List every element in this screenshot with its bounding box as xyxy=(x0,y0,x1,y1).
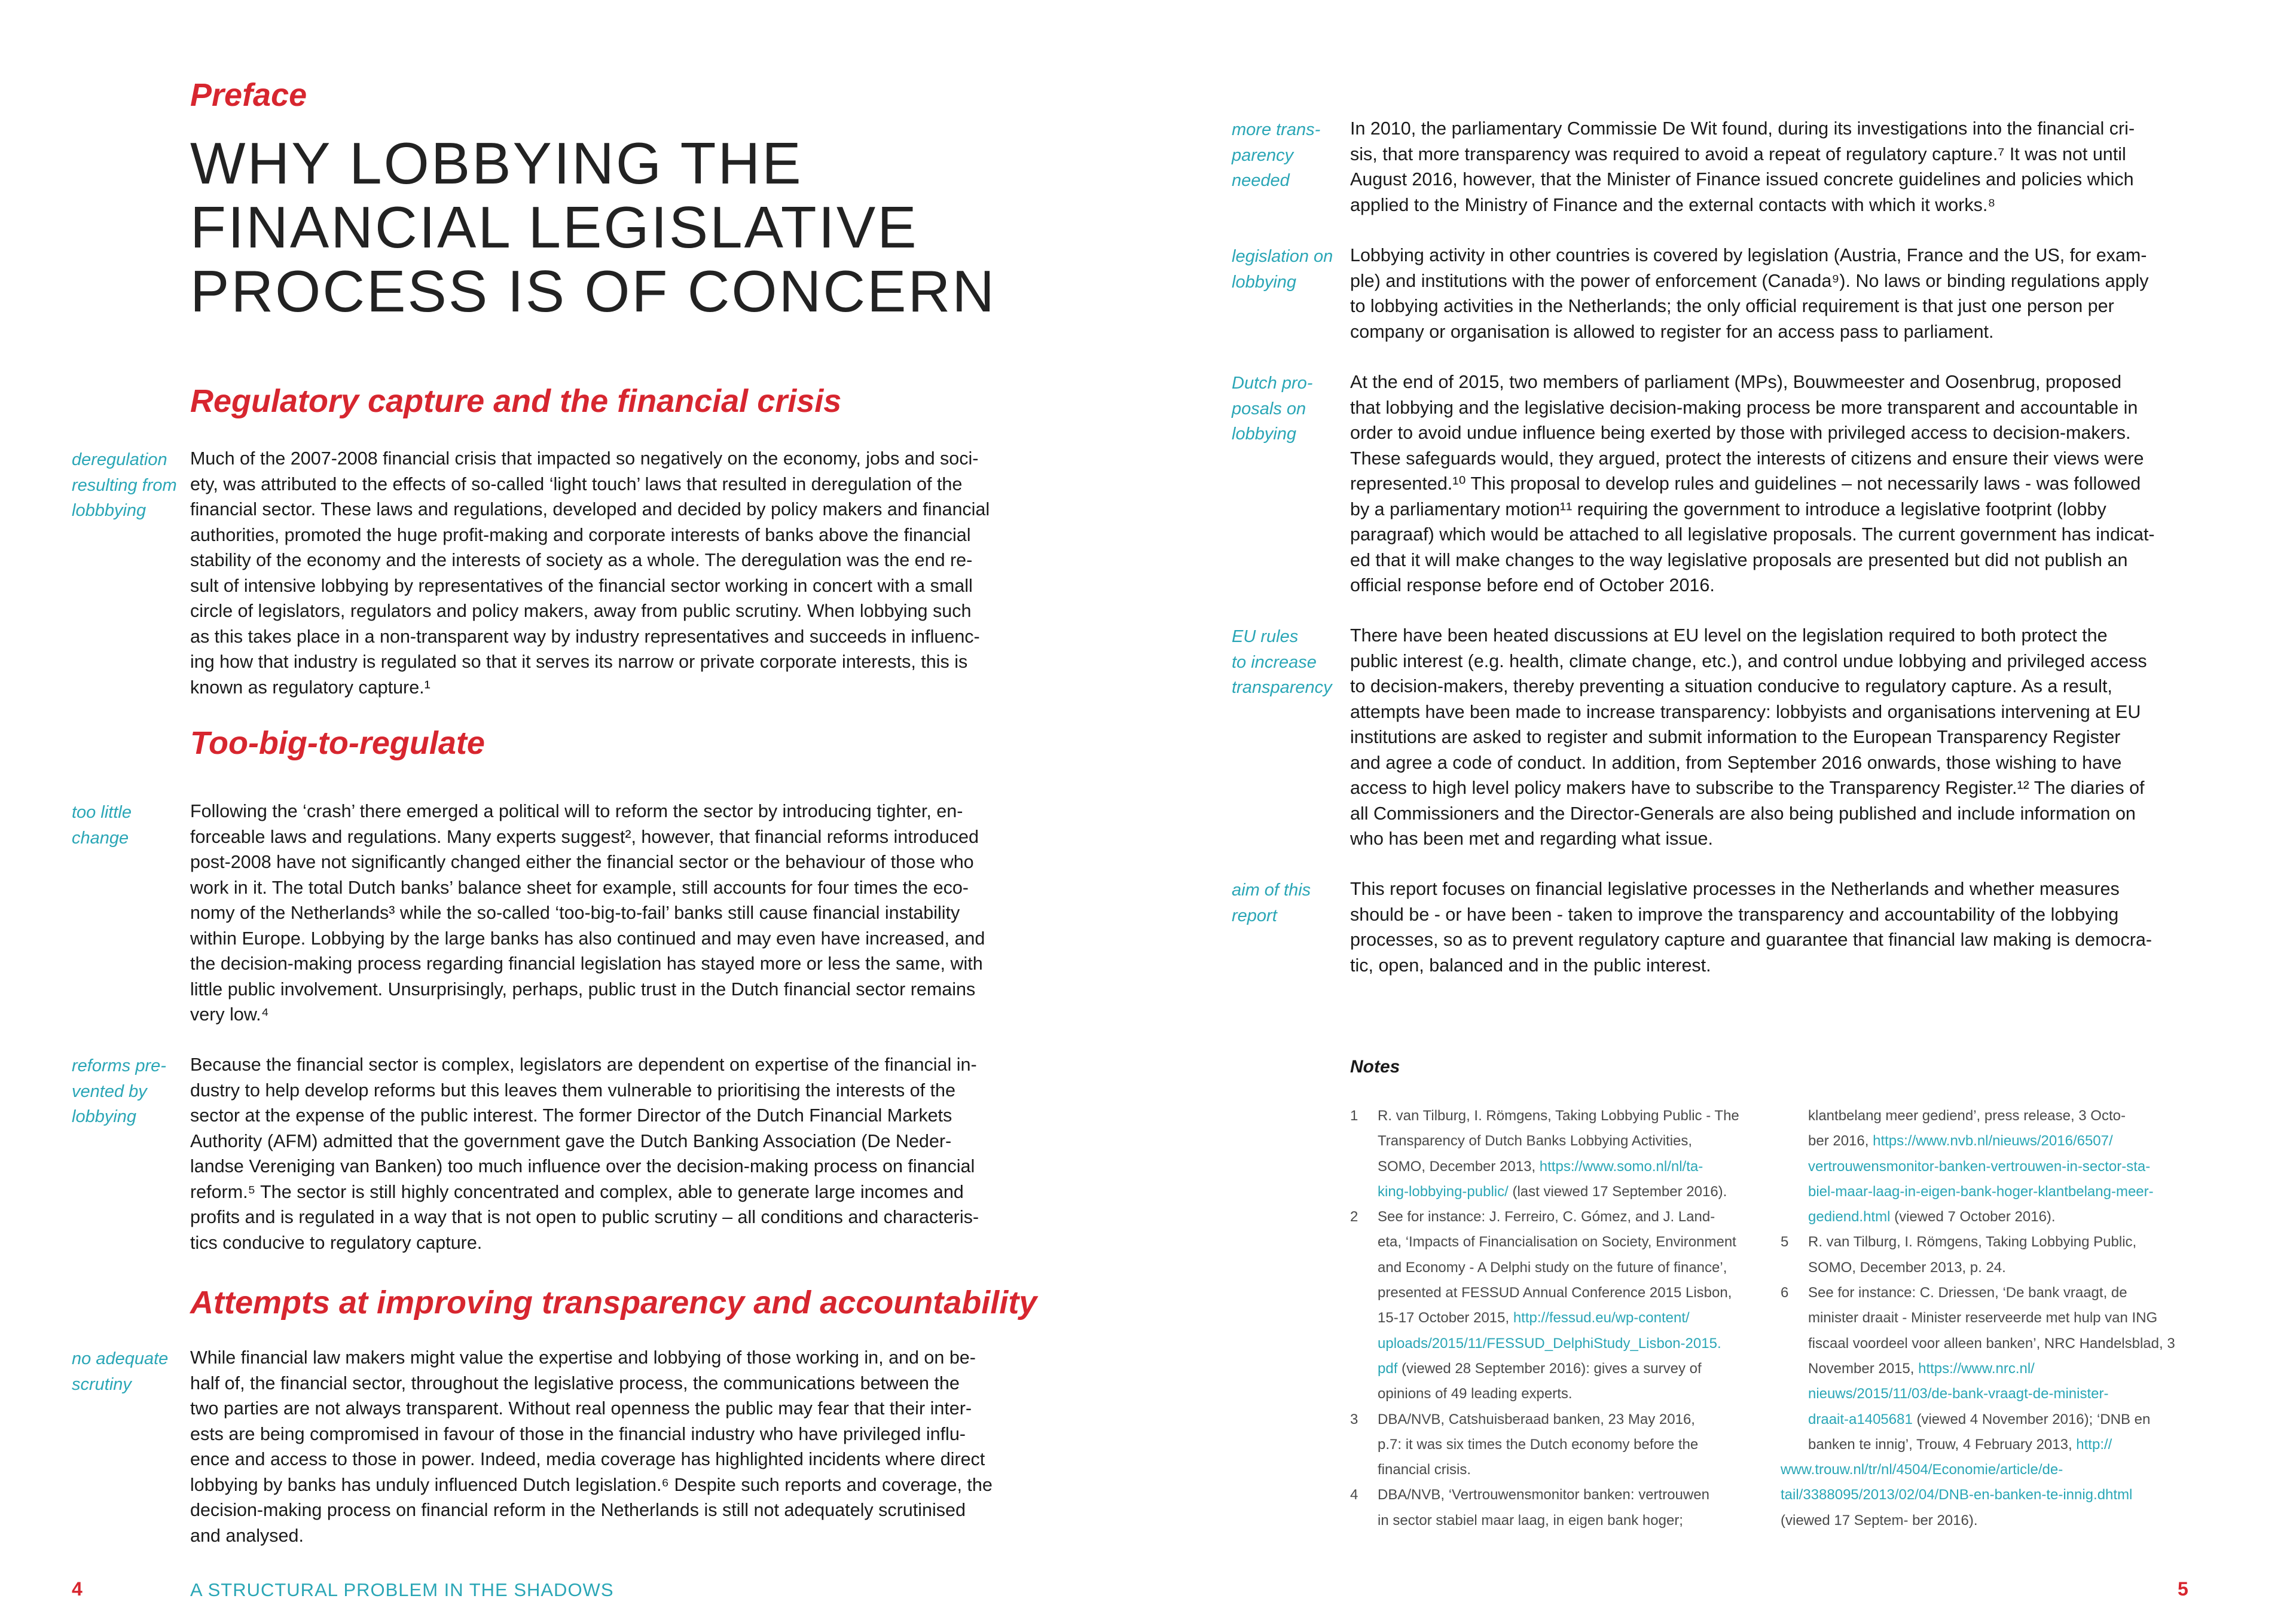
text-line: ence and access to those in power. Indeed, media coverage has highlighted incidents where direct xyxy=(190,1449,985,1469)
note-text: See for instance: C. Driessen, ‘De bank vraagt, de xyxy=(1808,1285,2127,1301)
note-line xyxy=(1781,1104,2175,1129)
note-line xyxy=(1350,1356,1739,1381)
paragraph-eu-rules xyxy=(1350,623,2147,852)
margin-note-line: lobbying xyxy=(72,1107,137,1126)
text-line: ests are being compromised in favour of those in the financial industry who have privileged influ- xyxy=(190,1423,966,1444)
margin-note-line: reforms pre- xyxy=(72,1056,166,1075)
text-line: Authority (AFM) admitted that the government gave the Dutch Banking Association (De Neder- xyxy=(190,1130,952,1151)
paragraph-aim-of-report xyxy=(1350,876,2152,978)
text-line: tic, open, balanced and in the public interest. xyxy=(1350,955,1711,976)
text-line: institutions are asked to register and submit information to the European Transparency Register xyxy=(1350,727,2121,747)
note-text: eta, ‘Impacts of Financialisation on Society, Environment xyxy=(1378,1234,1736,1251)
note-line xyxy=(1350,1179,1739,1205)
page-number-left: 4 xyxy=(72,1578,83,1600)
text-line: all Commissioners and the Director-Generals are also being published and include information on xyxy=(1350,803,2136,824)
margin-note-line: transparency xyxy=(1232,678,1332,697)
note-text: in sector stabiel maar laag, in eigen bank hoger; xyxy=(1378,1512,1683,1529)
note-line xyxy=(1781,1179,2175,1205)
text-line: sult of intensive lobbying by representatives of the financial sector working in concert with a small xyxy=(190,575,973,596)
text-line: financial sector. These laws and regulations, developed and decided by policy makers and financial xyxy=(190,499,990,519)
note-line xyxy=(1350,1104,1739,1129)
margin-note-line: vented by xyxy=(72,1081,147,1101)
text-line: These safeguards would, they argued, protect the interests of citizens and ensure their views were xyxy=(1350,448,2144,469)
note-link[interactable]: nieuws/2015/11/03/de-bank-vraagt-de-minister- xyxy=(1808,1386,2109,1402)
margin-note-line: lobbbying xyxy=(72,501,146,520)
note-text: and Economy - A Delphi study on the future of finance’, xyxy=(1378,1259,1727,1276)
margin-note-more-transparency xyxy=(1232,117,1320,194)
note-link[interactable]: https://www.nvb.nl/nieuws/2016/6507/ xyxy=(1873,1133,2113,1150)
margin-note-no-adequate-scrutiny xyxy=(72,1346,168,1397)
note-line xyxy=(1781,1508,2175,1533)
note-text: klantbelang meer gediend’, press release, 3 Octo- xyxy=(1808,1108,2126,1124)
note-line xyxy=(1781,1306,2175,1331)
note-text: (viewed 28 September 2016): gives a survey of xyxy=(1397,1360,1702,1377)
note-line xyxy=(1781,1331,2175,1356)
margin-note-deregulation xyxy=(72,447,177,524)
margin-note-line: report xyxy=(1232,906,1277,925)
paragraph-legislation-on-lobbying xyxy=(1350,243,2148,344)
text-line: and agree a code of conduct. In addition, from September 2016 onwards, those wishing to have xyxy=(1350,752,2122,773)
note-link[interactable]: uploads/2015/11/FESSUD_DelphiStudy_Lisbon-2015. xyxy=(1378,1335,1721,1352)
text-line: attempts have been made to increase transparency: lobbyists and organisations intervening at EU xyxy=(1350,701,2141,722)
text-line: processes, so as to prevent regulatory capture and guarantee that financial law making is democra- xyxy=(1350,930,2152,950)
note-line xyxy=(1781,1407,2175,1432)
text-line: order to avoid undue influence being exerted by those with privileged access to decision-makers. xyxy=(1350,423,2131,443)
text-line: little public involvement. Unsurprisingly, perhaps, public trust in the Dutch financial sector remains xyxy=(190,979,976,1000)
note-text: 15-17 October 2015, xyxy=(1378,1310,1513,1326)
text-line: company or organisation is allowed to register for an access pass to parliament. xyxy=(1350,321,1994,342)
text-line: In 2010, the parliamentary Commissie De Wit found, during its investigations into the financial cri- xyxy=(1350,118,2135,139)
text-line: tics conducive to regulatory capture. xyxy=(190,1232,483,1253)
paragraph-more-transparency xyxy=(1350,116,2135,218)
margin-note-line: change xyxy=(72,828,129,848)
note-line xyxy=(1781,1129,2175,1154)
note-link[interactable]: pdf xyxy=(1378,1360,1398,1377)
note-text: opinions of 49 leading experts. xyxy=(1378,1386,1573,1402)
note-link[interactable]: gediend.html xyxy=(1808,1209,1891,1225)
margin-note-line: resulting from xyxy=(72,475,177,495)
text-line: by a parliamentary motion¹¹ requiring the government to introduce a legislative footprint (lobby xyxy=(1350,499,2106,519)
note-link[interactable]: vertrouwensmonitor-banken-vertrouwen-in-sector-sta- xyxy=(1808,1158,2151,1175)
note-line xyxy=(1350,1306,1739,1331)
margin-note-line: aim of this xyxy=(1232,881,1311,900)
margin-note-aim-of-report xyxy=(1232,878,1311,928)
note-line xyxy=(1350,1154,1739,1179)
note-text: presented at FESSUD Annual Conference 2015 Lisbon, xyxy=(1378,1285,1732,1301)
title-line: WHY LOBBYING THE xyxy=(190,130,803,196)
text-line: This report focuses on financial legislative processes in the Netherlands and whether measures xyxy=(1350,879,2120,899)
note-text: (viewed 17 Septem- ber 2016). xyxy=(1781,1512,1978,1529)
text-line: circle of legislators, regulators and policy makers, away from public scrutiny. When lobbying such xyxy=(190,601,972,621)
text-line: to lobbying activities in the Netherlands; the only official requirement is that just one person per xyxy=(1350,296,2114,316)
text-line: landse Vereniging van Banken) too much influence over the decision-making process on financial xyxy=(190,1156,975,1176)
note-link[interactable]: tail/3388095/2013/02/04/DNB-en-banken-te-innig.dhtml xyxy=(1781,1487,2133,1503)
margin-note-line: parency xyxy=(1232,145,1294,165)
note-number: 1 xyxy=(1350,1108,1358,1124)
margin-note-line: more trans- xyxy=(1232,120,1321,139)
notes-heading: Notes xyxy=(1350,1057,1400,1077)
note-line xyxy=(1781,1255,2175,1280)
note-text: p.7: it was six times the Dutch economy before the xyxy=(1378,1436,1699,1453)
note-link[interactable]: http://fessud.eu/wp-content/ xyxy=(1513,1310,1690,1326)
text-line: public interest (e.g. health, climate change, etc.), and control undue lobbying and privileged access xyxy=(1350,650,2147,671)
text-line: half of, the financial sector, throughout the legislative process, the communications between the xyxy=(190,1373,960,1393)
text-line: should be - or have been - taken to improve the transparency and accountability of the lobbying xyxy=(1350,904,2119,925)
text-line: profits and is regulated in a way that is not open to public scrutiny – all conditions and characteris- xyxy=(190,1207,979,1227)
paragraph-dutch-proposals xyxy=(1350,369,2155,598)
text-line: nomy of the Netherlands³ while the so-called ‘too-big-to-fail’ banks still cause financial instability xyxy=(190,903,960,923)
note-link[interactable]: king-lobbying-public/ xyxy=(1378,1183,1509,1200)
paragraph-no-adequate-scrutiny xyxy=(190,1345,993,1548)
text-line: official response before end of October 2016. xyxy=(1350,575,1715,595)
note-text: fiscaal voordeel voor alleen banken’, NRC Handelsblad, 3 xyxy=(1808,1335,2175,1352)
note-line xyxy=(1781,1154,2175,1179)
note-line xyxy=(1350,1508,1739,1533)
text-line: applied to the Ministry of Finance and the external contacts with which it works.⁸ xyxy=(1350,194,1996,215)
text-line: ple) and institutions with the power of enforcement (Canada⁹). No laws or binding regulations apply xyxy=(1350,270,2149,291)
notes-column-2 xyxy=(1781,1104,2175,1533)
paragraph-too-little-change xyxy=(190,799,985,1028)
margin-note-too-little-change xyxy=(72,800,132,851)
note-text: R. van Tilburg, I. Römgens, Taking Lobbying Public - The xyxy=(1378,1108,1739,1124)
note-line xyxy=(1781,1483,2175,1508)
margin-note-line: to increase xyxy=(1232,652,1317,672)
note-text: banken te innig’, Trouw, 4 February 2013, xyxy=(1808,1436,2077,1453)
text-line: that lobbying and the legislative decision-making process be more transparent and accountable in xyxy=(1350,397,2138,418)
text-line: sis, that more transparency was required to avoid a repeat of regulatory capture.⁷ It was not until xyxy=(1350,143,2126,164)
margin-note-line: EU rules xyxy=(1232,627,1299,646)
text-line: the decision-making process regarding financial legislation has stayed more or less the same, with xyxy=(190,953,983,974)
note-link[interactable]: draait-a1405681 xyxy=(1808,1411,1913,1428)
note-line xyxy=(1350,1432,1739,1457)
margin-note-line: no adequate xyxy=(72,1349,169,1368)
note-line xyxy=(1781,1356,2175,1381)
note-link[interactable]: www.trouw.nl/tr/nl/4504/Economie/article/de- xyxy=(1781,1462,2063,1478)
running-title: A STRUCTURAL PROBLEM IN THE SHADOWS xyxy=(190,1579,614,1600)
text-line: ed that it will make changes to the way legislative proposals are presented but did not publish an xyxy=(1350,549,2128,570)
note-number: 3 xyxy=(1350,1411,1358,1428)
note-line xyxy=(1350,1407,1739,1432)
text-line: lobbying by banks has unduly influenced Dutch legislation.⁶ Despite such reports and coverage, the xyxy=(190,1474,993,1495)
section-heading-too-big-to-regulate: Too-big-to-regulate xyxy=(190,725,485,761)
margin-note-line: needed xyxy=(1232,171,1290,190)
note-line xyxy=(1781,1280,2175,1306)
margin-note-dutch-proposals xyxy=(1232,371,1312,447)
note-text: SOMO, December 2013, xyxy=(1378,1158,1540,1175)
text-line: reform.⁵ The sector is still highly concentrated and complex, able to generate large incomes and xyxy=(190,1181,964,1202)
paragraph-deregulation xyxy=(190,446,990,700)
margin-note-line: too little xyxy=(72,803,132,822)
note-text: DBA/NVB, ‘Vertrouwensmonitor banken: vertrouwen xyxy=(1378,1487,1709,1503)
note-number: 5 xyxy=(1781,1234,1789,1251)
page-number-right: 5 xyxy=(2178,1578,2188,1600)
note-line xyxy=(1781,1230,2175,1255)
text-line: ety, was attributed to the effects of so-called ‘light touch’ laws that resulted in deregulation of the xyxy=(190,473,963,494)
text-line: Because the financial sector is complex, legislators are dependent on expertise of the financial in- xyxy=(190,1055,977,1075)
note-line xyxy=(1781,1457,2175,1483)
margin-note-eu-rules xyxy=(1232,624,1332,701)
note-number: 4 xyxy=(1350,1487,1358,1503)
text-line: sector at the expense of the public interest. The former Director of the Dutch Financial Markets xyxy=(190,1105,952,1126)
margin-note-line: lobbying xyxy=(1232,272,1297,292)
margin-note-line: legislation on xyxy=(1232,247,1333,266)
note-line xyxy=(1781,1205,2175,1230)
text-line: Lobbying activity in other countries is covered by legislation (Austria, France and the US, for exam- xyxy=(1350,245,2147,265)
note-line xyxy=(1350,1457,1739,1483)
text-line: who has been met and regarding what issue. xyxy=(1350,829,1713,849)
margin-note-line: posals on xyxy=(1232,399,1306,418)
margin-note-reforms-prevented xyxy=(72,1053,166,1130)
note-link[interactable]: http:// xyxy=(2076,1436,2112,1453)
margin-note-line: deregulation xyxy=(72,450,167,469)
note-line xyxy=(1350,1205,1739,1230)
title-line: FINANCIAL LEGISLATIVE xyxy=(190,194,918,260)
note-text: DBA/NVB, Catshuisberaad banken, 23 May 2016, xyxy=(1378,1411,1695,1428)
note-text: (viewed 7 October 2016). xyxy=(1890,1209,2056,1225)
text-line: At the end of 2015, two members of parliament (MPs), Bouwmeester and Oosenbrug, proposed xyxy=(1350,372,2122,392)
section-heading-attempts-transparency: Attempts at improving transparency and accountability xyxy=(190,1285,1037,1321)
note-text: R. van Tilburg, I. Römgens, Taking Lobbying Public, xyxy=(1808,1234,2137,1251)
text-line: known as regulatory capture.¹ xyxy=(190,677,430,698)
note-line xyxy=(1781,1432,2175,1457)
text-line: Much of the 2007-2008 financial crisis that impacted so negatively on the economy, jobs and soci- xyxy=(190,448,979,469)
note-text: SOMO, December 2013, p. 24. xyxy=(1808,1259,2006,1276)
note-line xyxy=(1781,1381,2175,1407)
text-line: very low.⁴ xyxy=(190,1004,269,1025)
note-text: Transparency of Dutch Banks Lobbying Activities, xyxy=(1378,1133,1693,1150)
note-text: See for instance: J. Ferreiro, C. Gómez, and J. Land- xyxy=(1378,1209,1715,1225)
text-line: access to high level policy makers have to subscribe to the Transparency Register.¹² The diaries of xyxy=(1350,778,2145,798)
text-line: forceable laws and regulations. Many experts suggest², however, that financial reforms introduced xyxy=(190,826,979,847)
notes-column-1 xyxy=(1350,1104,1739,1533)
note-line xyxy=(1350,1483,1739,1508)
section-heading-regulatory-capture: Regulatory capture and the financial crisis xyxy=(190,383,842,419)
margin-note-legislation-on-lobbying xyxy=(1232,244,1333,295)
text-line: as this takes place in a non-transparent way by industry representatives and succeeds in influenc- xyxy=(190,626,980,647)
preface-label: Preface xyxy=(190,77,307,113)
note-text: (last viewed 17 September 2016). xyxy=(1508,1183,1727,1200)
text-line: work in it. The total Dutch banks’ balance sheet for example, still accounts for four times the eco- xyxy=(190,877,969,898)
text-line: paragraaf) which would be attached to all legislative proposals. The current government has indicat- xyxy=(1350,524,2155,545)
text-line: within Europe. Lobbying by the large banks has also continued and may even have increased, and xyxy=(190,928,985,949)
note-number: 6 xyxy=(1781,1285,1789,1301)
text-line: While financial law makers might value the expertise and lobbying of those working in, and on be- xyxy=(190,1347,976,1368)
text-line: August 2016, however, that the Minister of Finance issued concrete guidelines and policies which xyxy=(1350,169,2134,189)
text-line: Following the ‘crash’ there emerged a political will to reform the sector by introducing tighter, en- xyxy=(190,801,963,821)
text-line: stability of the economy and the interests of society as a whole. The deregulation was the end re- xyxy=(190,550,973,570)
paragraph-reforms-prevented xyxy=(190,1052,979,1255)
note-text: ber 2016, xyxy=(1808,1133,1873,1150)
text-line: There have been heated discussions at EU level on the legislation required to both protect the xyxy=(1350,625,2108,646)
note-line xyxy=(1350,1280,1739,1306)
note-line xyxy=(1350,1129,1739,1154)
margin-note-line: Dutch pro- xyxy=(1232,374,1313,393)
note-line xyxy=(1350,1331,1739,1356)
margin-note-line: scrutiny xyxy=(72,1374,132,1394)
note-text: minister draait - Minister reserveerde met hulp van ING xyxy=(1808,1310,2158,1326)
text-line: to decision-makers, thereby preventing a situation conducive to regulatory capture. As a result, xyxy=(1350,676,2112,696)
note-text: (viewed 4 November 2016); ‘DNB en xyxy=(1912,1411,2151,1428)
margin-note-line: lobbying xyxy=(1232,424,1297,444)
text-line: post-2008 have not significantly changed either the financial sector or the behaviour of those who xyxy=(190,852,974,872)
note-number: 2 xyxy=(1350,1209,1358,1225)
text-line: ing how that industry is regulated so that it serves its narrow or private corporate interests, this is xyxy=(190,652,968,672)
note-text: financial crisis. xyxy=(1378,1462,1471,1478)
text-line: decision-making process on financial reform in the Netherlands is still not adequately scrutinised xyxy=(190,1500,966,1520)
text-line: two parties are not always transparent. Without real openness the public may fear that their inter- xyxy=(190,1398,972,1419)
note-line xyxy=(1350,1255,1739,1280)
note-line xyxy=(1350,1230,1739,1255)
note-link[interactable]: https://www.somo.nl/nl/ta- xyxy=(1539,1158,1703,1175)
note-link[interactable]: https://www.nrc.nl/ xyxy=(1918,1360,2035,1377)
page-title xyxy=(190,132,1027,323)
note-line xyxy=(1350,1381,1739,1407)
text-line: dustry to help develop reforms but this leaves them vulnerable to prioritising the interests of the xyxy=(190,1080,955,1101)
text-line: and analysed. xyxy=(190,1525,304,1546)
note-link[interactable]: biel-maar-laag-in-eigen-bank-hoger-klantbelang-meer- xyxy=(1808,1183,2154,1200)
title-line: PROCESS IS OF CONCERN xyxy=(190,258,997,324)
text-line: authorities, promoted the huge profit-making and corporate interests of banks above the financial xyxy=(190,524,971,545)
text-line: represented.¹⁰ This proposal to develop rules and guidelines – not necessarily laws - was followed xyxy=(1350,473,2141,494)
note-text: November 2015, xyxy=(1808,1360,1919,1377)
